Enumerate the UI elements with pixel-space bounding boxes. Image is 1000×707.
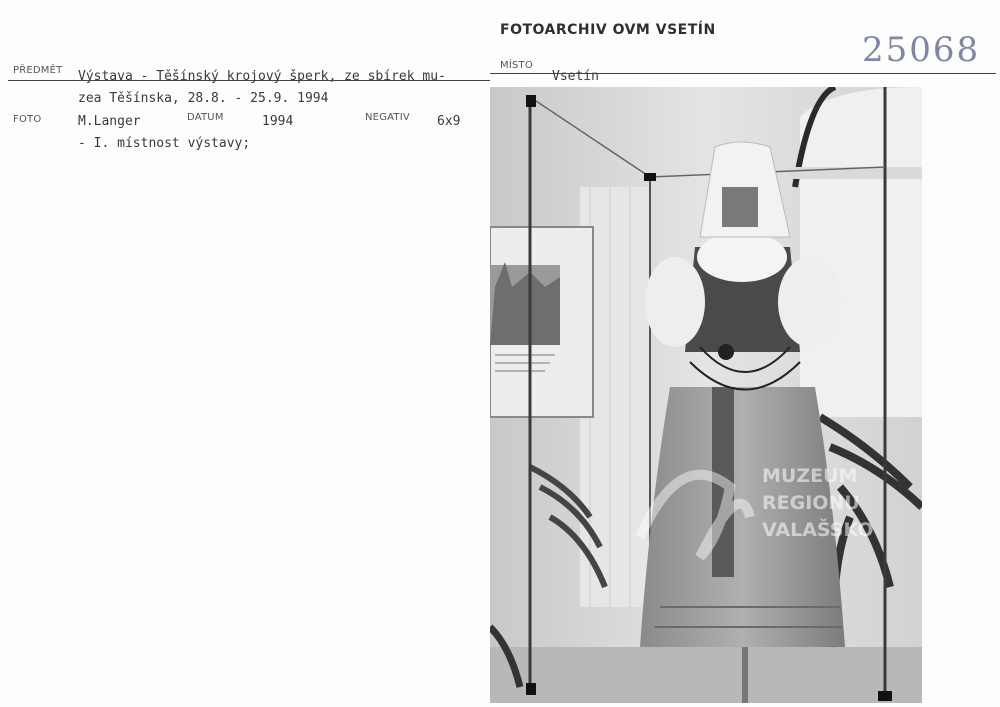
subject-line-2: zea Těšínska, 28.8. - 25.9. 1994 (78, 91, 329, 106)
photo-label: FOTO (13, 114, 42, 125)
negative-label: NEGATIV (365, 112, 410, 123)
place-value: Vsetín (552, 69, 599, 84)
inventory-number-stamp: 25068 (862, 30, 981, 70)
subject-line-1: Výstava - Těšínský krojový šperk, ze sbírek mu- (78, 69, 446, 84)
photographer-value: M.Langer (78, 114, 141, 129)
subject-label: PŘEDMĚT (13, 65, 63, 76)
archive-title: FOTOARCHIV OVM VSETÍN (500, 22, 716, 38)
watermark-line-3: VALAŠSKO (762, 519, 874, 541)
place-label: MÍSTO (500, 60, 533, 71)
exhibition-photograph (490, 87, 922, 703)
watermark-line-1: MUZEUM (762, 465, 858, 487)
watermark-line-2: REGIONU (762, 492, 860, 514)
date-value: 1994 (262, 114, 294, 129)
date-label: DATUM (187, 112, 224, 123)
note-value: - I. místnost výstavy; (78, 136, 251, 151)
negative-value: 6x9 (437, 114, 461, 129)
